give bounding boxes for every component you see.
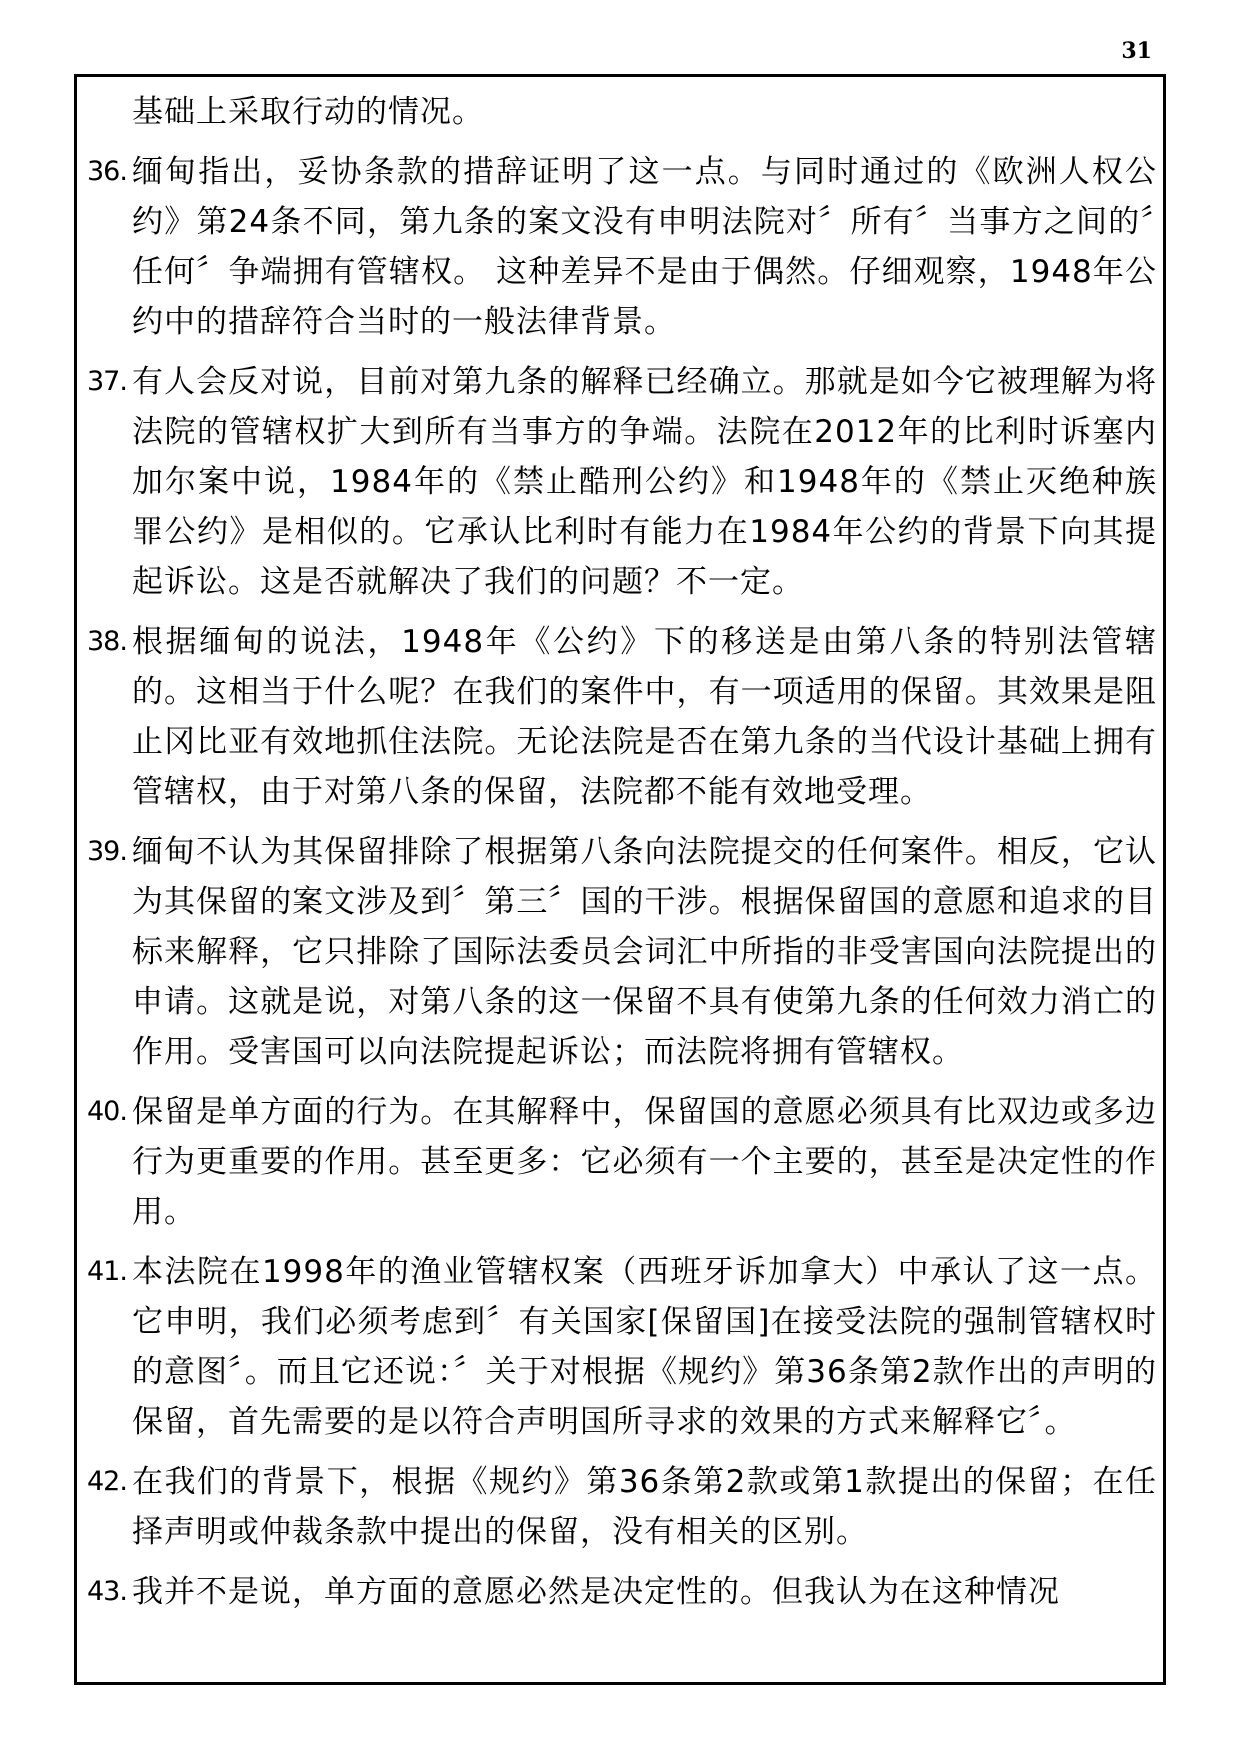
paragraph-40 — [87, 1087, 1157, 1237]
paragraph-text: 我并不是说，单方面的意愿必然是决定性的。但我认为在这种情况 — [132, 1574, 1060, 1610]
text-frame — [74, 74, 1166, 1685]
paragraph-number: 40. — [87, 1096, 127, 1127]
paragraph-number: 38. — [87, 626, 127, 657]
paragraph-37 — [87, 357, 1157, 607]
paragraph-text: 有人会反对说，目前对第九条的解释已经确立。那就是如今它被理解为将法院的管辖权扩大到所有当事方的争端。法院在2012年的比利时诉塞内加尔案中说，1984年的《禁止酷刑公约》和1948年的《禁止灭绝种族罪公约》是相似的。它承认比利时有能力在1984年公约的背景下向其提起诉讼。这是否就解决了我们的问题？不一定。 — [132, 364, 1157, 600]
paragraph-text: 在我们的背景下，根据《规约》第36条第2款或第1款提出的保留；在任择声明或仲裁条款中提出的保留，没有相关的区别。 — [132, 1464, 1157, 1550]
paragraph-39 — [87, 827, 1157, 1077]
paragraph-text: 基础上采取行动的情况。 — [132, 94, 484, 130]
paragraph-36 — [87, 147, 1157, 347]
paragraph-41 — [87, 1247, 1157, 1447]
paragraph-text: 本法院在1998年的渔业管辖权案（西班牙诉加拿大）中承认了这一点。它申明，我们必须考虑到〞有关国家[保留国]在接受法院的强制管辖权时的意图〞。而且它还说：〞关于对根据《规约》第36条第2款作出的声明的保留，首先需要的是以符合声明国所寻求的效果的方式来解释它〞。 — [132, 1254, 1157, 1440]
paragraph-number: 39. — [87, 836, 127, 867]
paragraph-38 — [87, 617, 1157, 817]
paragraph-continuation — [87, 87, 1157, 137]
paragraph-number: 36. — [87, 156, 127, 187]
paragraph-text: 缅甸指出，妥协条款的措辞证明了这一点。与同时通过的《欧洲人权公约》第24条不同，第九条的案文没有申明法院对〞所有〞当事方之间的〞任何〞争端拥有管辖权。 这种差异不是由于偶然。仔细观察，1948年公约中的措辞符合当时的一般法律背景。 — [132, 154, 1157, 340]
paragraph-43 — [87, 1567, 1157, 1617]
paragraph-42 — [87, 1457, 1157, 1557]
paragraph-text: 缅甸不认为其保留排除了根据第八条向法院提交的任何案件。相反，它认为其保留的案文涉及到〞第三〞国的干涉。根据保留国的意愿和追求的目标来解释，它只排除了国际法委员会词汇中所指的非受害国向法院提出的申请。这就是说，对第八条的这一保留不具有使第九条的任何效力消亡的作用。受害国可以向法院提起诉讼；而法院将拥有管辖权。 — [132, 834, 1157, 1070]
paragraph-number: 42. — [87, 1466, 127, 1497]
paragraph-number: 37. — [87, 366, 127, 397]
paragraph-text: 根据缅甸的说法，1948年《公约》下的移送是由第八条的特别法管辖的。这相当于什么呢？在我们的案件中，有一项适用的保留。其效果是阻止冈比亚有效地抓住法院。无论法院是否在第九条的当代设计基础上拥有管辖权，由于对第八条的保留，法院都不能有效地受理。 — [132, 624, 1157, 810]
paragraph-number: 43. — [87, 1576, 127, 1607]
page-number: 31 — [1121, 38, 1152, 64]
paragraph-text: 保留是单方面的行为。在其解释中，保留国的意愿必须具有比双边或多边行为更重要的作用。甚至更多：它必须有一个主要的，甚至是决定性的作用。 — [132, 1094, 1157, 1230]
paragraph-number: 41. — [87, 1256, 127, 1287]
